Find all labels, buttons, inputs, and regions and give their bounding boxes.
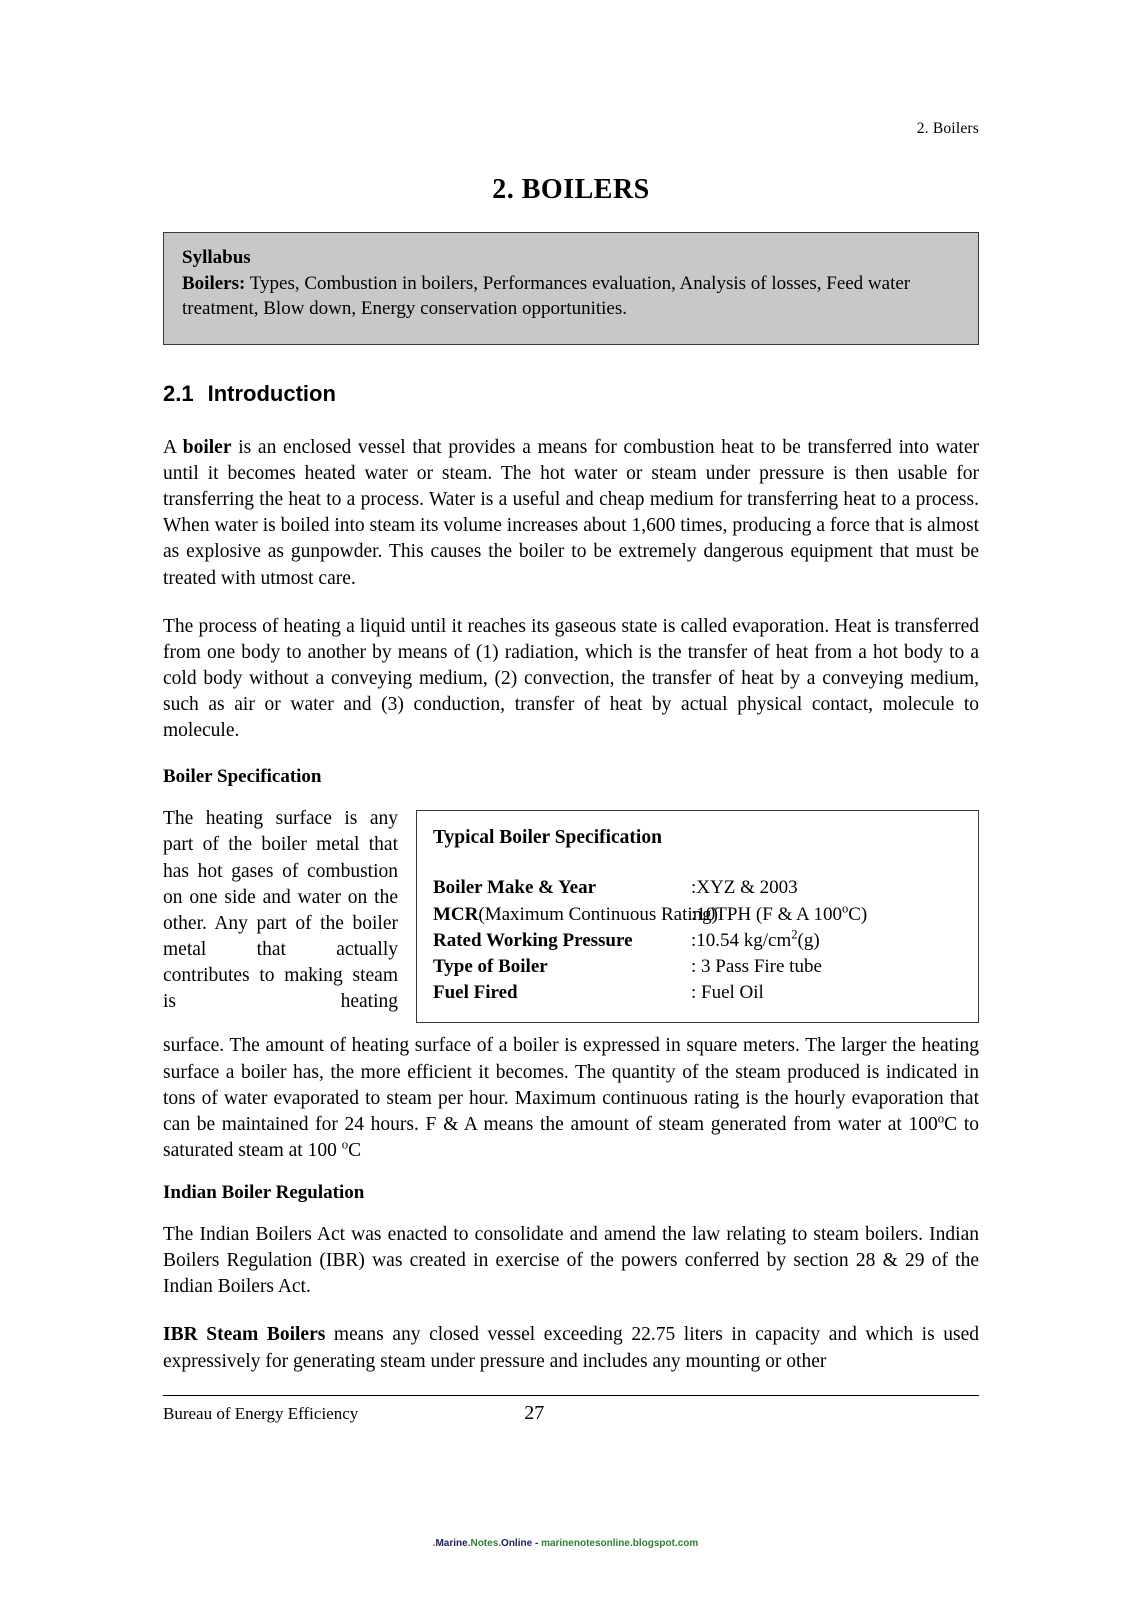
watermark: .Marine.Notes.Online - marinenotesonline.blogspot.com <box>432 1538 699 1549</box>
spec-label-boiler-make: Boiler Make & Year <box>433 877 597 899</box>
syllabus-heading: Syllabus <box>182 247 251 268</box>
paragraph-intro-part-a: A <box>163 436 183 458</box>
spec-row <box>433 928 964 954</box>
running-head: 2. Boilers <box>916 120 979 137</box>
paragraph-indian-boilers-act: The Indian Boilers Act was enacted to consolidate and amend the law relating to steam boilers. Indian Boilers Regulation (IBR) was created in exercise of the powers conferred by section 28 & 29 of the Indian Boilers Act. <box>163 1224 979 1298</box>
subheading-boiler-specification: Boiler Specification <box>163 766 322 788</box>
spec-label-mcr-thin: (Maximum Continuous Rating) <box>478 903 718 925</box>
section-number: 2.1 <box>163 380 194 406</box>
paragraph-ibr-rest: means any closed vessel exceeding 22.75 liters in capacity and which is used expressively for generating steam under pressure and includes any mounting or other <box>163 1324 980 1372</box>
spec-value-pressure-sup: 2 <box>791 927 798 942</box>
page-content <box>163 120 979 1397</box>
paragraph-intro-part-c: is an enclosed vessel that provides a means for combustion heat to be transferred into water until it becomes heated water or steam. The hot water or steam under pressure is then usable for transferring the heat to a process. Water is a useful and cheap medium for transferring heat to a process. When water is boiled into steam its volume increases about 1,600 times, producing a force that is almost as explosive as gunpowder. This causes the boiler to be extremely dangerous equipment that must be treated with utmost care. <box>163 436 979 589</box>
page-title: 2. BOILERS <box>492 174 650 205</box>
spec-box-title: Typical Boiler Specification <box>433 827 662 849</box>
spec-label-mcr-bold: MCR <box>433 903 479 925</box>
syllabus-text: Types, Combustion in boilers, Performances evaluation, Analysis of losses, Feed water treatment, Blow down, Energy conservation opportunities. <box>182 272 911 320</box>
paragraph-intro <box>163 435 979 592</box>
spec-value-mcr-sup: o <box>841 901 849 916</box>
spec-wrap-block <box>163 806 979 1029</box>
spec-row <box>433 902 964 928</box>
paragraph-ibr-steam-boilers <box>163 1322 979 1374</box>
section-heading <box>163 381 979 407</box>
footer-page-number: 27 <box>524 1402 545 1424</box>
spec-row <box>433 875 964 901</box>
spec-label-mcr <box>433 902 718 928</box>
degree-sup-1: o <box>937 1111 945 1126</box>
spec-row <box>433 954 964 980</box>
spec-label-rated-pressure: Rated Working Pressure <box>433 929 633 951</box>
section-title-text: Introduction <box>207 380 336 406</box>
paragraph-evaporation: The process of heating a liquid until it reaches its gaseous state is called evaporation. Heat is transferred from one body to another by means of (1) radiation, which is the transfer of heat from a hot body to a cold body without a conveying medium, (2) convection, the transfer of heat by a conveying medium, such as air or water and (3) conduction, transfer of heat by actual physical contact, molecule to molecule. <box>163 615 979 742</box>
spec-value-rated-pressure: :10.54 $kg/cm^2(g)$ <box>691 927 820 951</box>
syllabus-box <box>163 232 979 345</box>
typical-boiler-specification-box <box>416 810 979 1023</box>
paragraph-ibr-bold: IBR Steam Boilers <box>163 1324 326 1346</box>
subheading-indian-boiler-regulation: Indian Boiler Regulation <box>163 1182 365 1204</box>
footer-organization: Bureau of Energy Efficiency <box>163 1404 359 1423</box>
paragraph-heating-surface-narrow: The heating surface is any part of the boiler metal that has hot gases of combustion on one side and water on the other. Any part of the boiler metal that actually contributes to making steam is heating <box>163 808 398 1013</box>
page-footer <box>163 1395 979 1425</box>
spec-label-fuel-fired: Fuel Fired <box>433 982 518 1004</box>
footer-content <box>163 1396 979 1425</box>
degree-sup-2: o <box>341 1137 349 1152</box>
syllabus-lead: Boilers: <box>182 272 246 294</box>
spec-value-type-of-boiler: : 3 Pass Fire tube <box>691 955 822 977</box>
spec-label-type-of-boiler: Type of Boiler <box>433 955 548 977</box>
paragraph-intro-bold: boiler <box>182 436 232 458</box>
spec-value-fuel-fired: : Fuel Oil <box>691 982 764 1004</box>
spec-value-boiler-make: :XYZ & 2003 <box>691 877 798 899</box>
syllabus-body <box>182 271 962 322</box>
spec-value-mcr: :10TPH (F & A 100$^o$C) <box>691 901 868 925</box>
spec-row <box>433 980 964 1006</box>
paragraph-heating-surface-continued: surface. The amount of heating surface of a boiler is expressed in square meters. The larger the heating surface a boiler has, the more efficient it becomes. The quantity of the steam produced is indicated in tons of water evaporated to steam per hour. Maximum continuous rating is the hourly evaporation that can be maintained for 24 hours. F & A means the amount of steam generated from water at 100$^o$C to saturated steam at 100 $^o$C <box>163 1035 979 1161</box>
